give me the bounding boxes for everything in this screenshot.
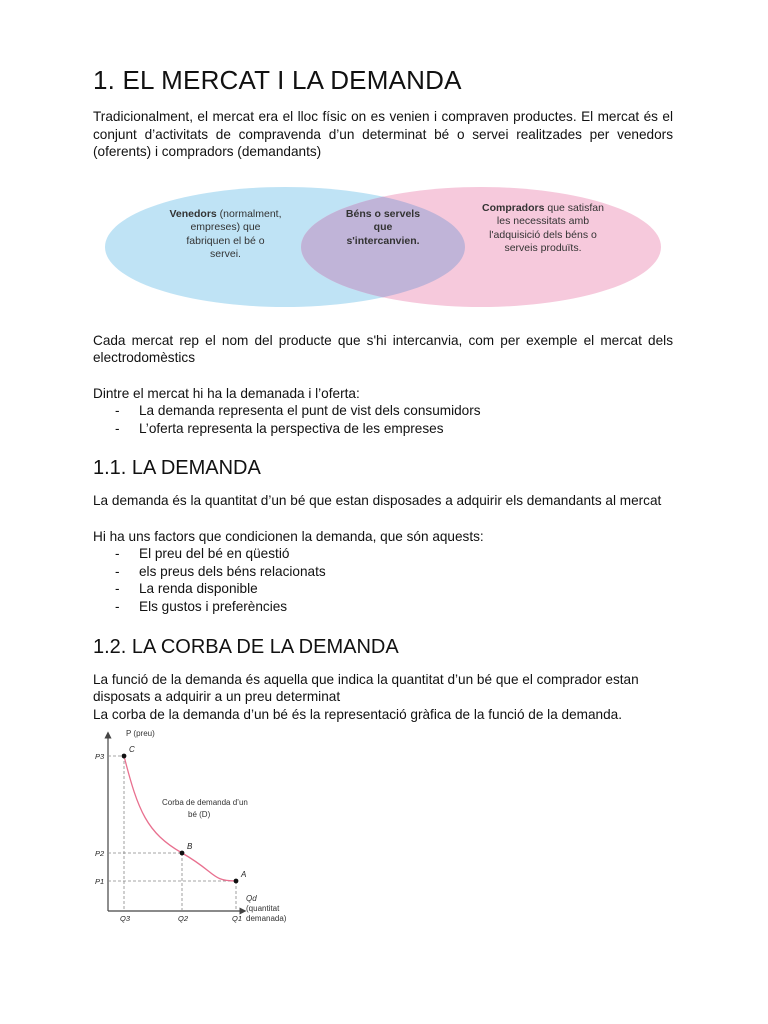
market-name-paragraph: Cada mercat rep el nom del producte que s'hi intercanvia, com per exemple el mercat dels electrodomèstics <box>93 332 673 366</box>
list-item: - L’oferta representa la perspectiva de les empreses <box>115 420 444 436</box>
market-venn-diagram <box>93 174 673 324</box>
y-tick-label: P1 <box>95 877 105 887</box>
point-b <box>180 851 185 856</box>
y-axis-label: P (preu) <box>126 729 155 739</box>
x-tick-label: Q1 <box>232 914 243 924</box>
market-bullet-list <box>93 402 673 437</box>
y-tick-label: P3 <box>95 752 105 762</box>
section-1-2-title: 1.2. LA CORBA DE LA DEMANDA <box>93 635 399 658</box>
demand-function-paragraph: La funció de la demanda és aquella que indica la quantitat d’un bé que el comprador estan disposats a adquirir a un preu determinat <box>93 671 639 705</box>
point-label-b: B <box>187 842 193 852</box>
buyers-label: Compradors que satisfan les necessitats amb l'adquisició dels béns o serveis produïts. <box>482 201 604 255</box>
sellers-label: Venedors (normalment, empreses) que fabriquen el bé o servei. <box>169 207 282 261</box>
x-tick-label: Q2 <box>178 914 189 924</box>
demand-definition: La demanda és la quantitat d’un bé que estan disposades a adquirir els demandants al mercat <box>93 493 662 509</box>
document-page <box>93 64 673 929</box>
demand-curve <box>124 756 236 881</box>
y-tick-label: P2 <box>95 849 105 859</box>
list-item: - els preus dels béns relacionats <box>115 563 326 579</box>
list-item: - La renda disponible <box>115 581 258 597</box>
x-axis-label-line2: (quantitat <box>246 904 280 914</box>
x-axis-label-line3: demanada) <box>246 914 287 924</box>
list-item: - El preu del bé en qüestió <box>115 546 290 562</box>
curve-label-line2: bé (D) <box>188 810 211 820</box>
list-item: - Els gustos i preferències <box>115 598 288 614</box>
section-1-1-title: 1.1. LA DEMANDA <box>93 457 261 480</box>
demand-curve-paragraph: La corba de la demanda d’un bé és la representació gràfica de la funció de la demanda. <box>93 706 623 722</box>
point-a <box>234 879 239 884</box>
section-1-title: 1. EL MERCAT I LA DEMANDA <box>93 65 462 95</box>
demand-curve-chart <box>93 729 293 929</box>
x-axis-label: Qd <box>246 894 257 904</box>
point-label-c: C <box>129 745 135 755</box>
point-c <box>122 754 127 759</box>
point-label-a: A <box>241 870 247 880</box>
factors-intro: Hi ha uns factors que condicionen la demanda, que són aquests: <box>93 528 484 544</box>
market-contents-paragraph: Dintre el mercat hi ha la demanada i l’oferta: <box>93 385 360 401</box>
x-tick-label: Q3 <box>120 914 131 924</box>
curve-label-line1: Corba de demanda d’un <box>162 798 248 808</box>
list-item: - La demanda representa el punt de vist dels consumidors <box>115 403 481 419</box>
intro-paragraph: Tradicionalment, el mercat era el lloc físic on es venien i compraven productes. El mercat és el conjunt d’activitats de compravenda d’un determinat bé o servei realitzades per venedors (oferents) i compradors (demandants) <box>93 109 673 160</box>
factors-list <box>93 545 673 615</box>
goods-label: Béns o servels que s'intercanvien. <box>345 207 421 247</box>
